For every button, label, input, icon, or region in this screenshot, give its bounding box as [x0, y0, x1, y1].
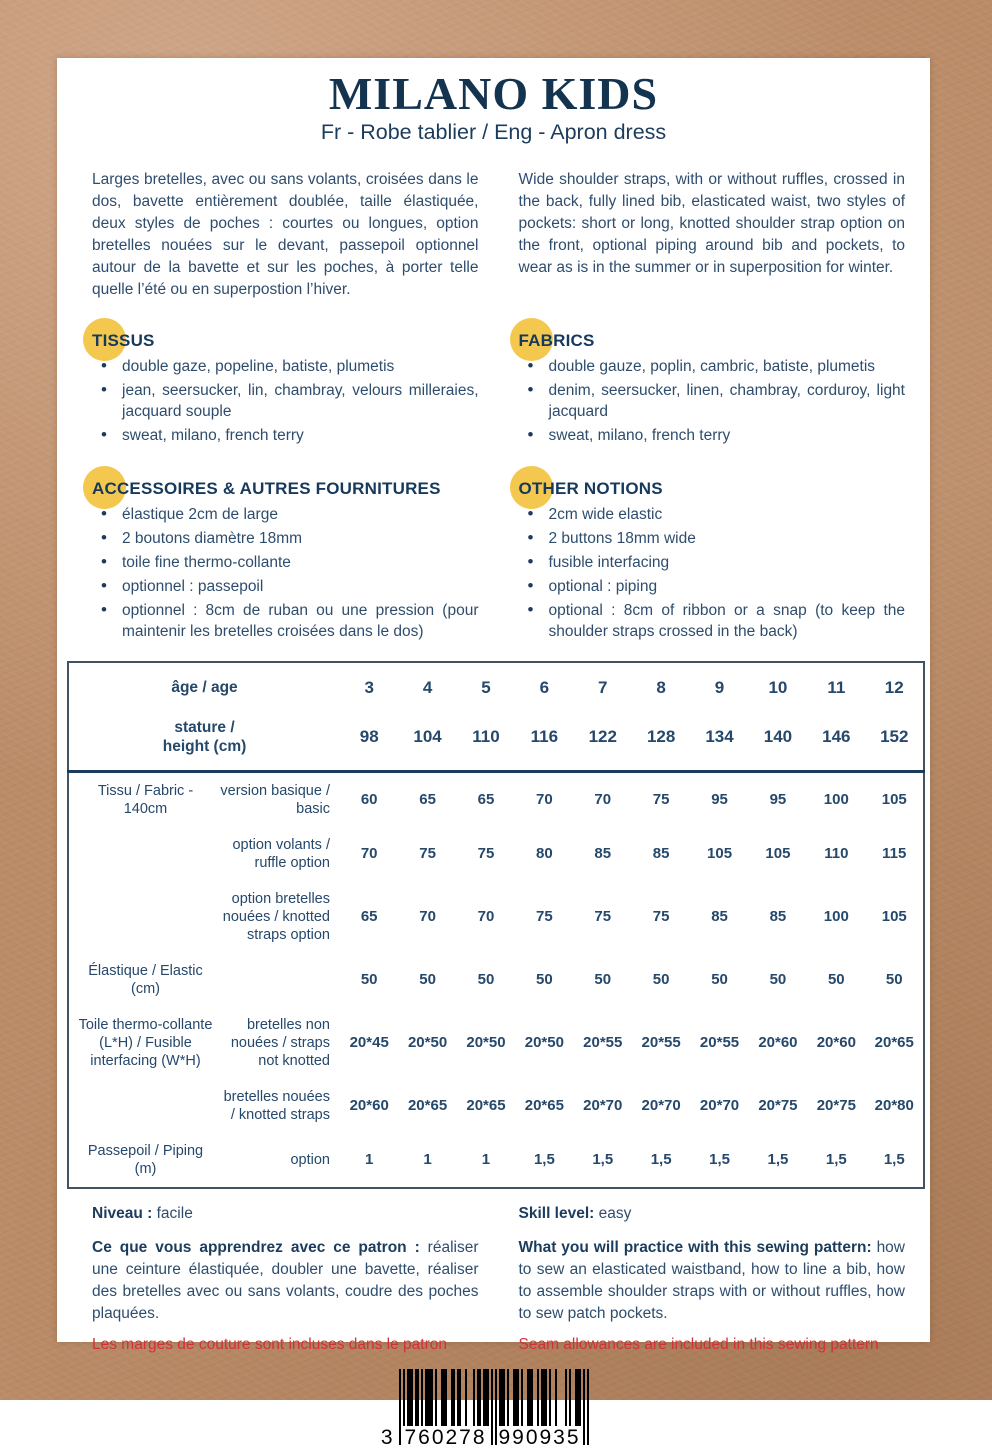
size-table-cell: 50: [536, 971, 553, 989]
size-table-cell: 6: [539, 677, 550, 697]
size-table-cell: Passepoil / Piping (m): [87, 1142, 204, 1177]
size-table-cell: 70: [419, 908, 436, 926]
size-table-cell: 75: [652, 791, 670, 809]
accessoires-list: [92, 504, 479, 642]
size-table-header-row: [68, 662, 924, 710]
tissus-list: [92, 356, 479, 446]
list-item: • sweat, milano, french terry: [92, 425, 479, 446]
size-table-cell: 1,5: [592, 1151, 614, 1169]
list-item: • optional : piping: [519, 576, 906, 597]
pattern-info-sheet: [57, 58, 930, 1449]
size-table-cell: 20*60: [349, 1097, 389, 1115]
size-table-row: [68, 1079, 924, 1133]
section-heading-label: TISSUS: [92, 330, 155, 350]
footer-row: [57, 1205, 930, 1355]
section-heading-notions: [519, 479, 663, 499]
size-table-cell: Tissu / Fabric - 140cm: [97, 782, 194, 817]
size-table-cell: 20*75: [758, 1097, 798, 1115]
size-table-cell: 50: [652, 971, 670, 989]
barcode-digit-group: 3: [380, 1425, 395, 1449]
list-item: • élastique 2cm de large: [92, 504, 479, 525]
size-table-cell: stature / height (cm): [68, 710, 340, 772]
size-table-header-row: [68, 710, 924, 772]
size-table-row: [68, 771, 924, 827]
size-table-cell: 140: [749, 710, 807, 772]
skill-level-value: easy: [598, 1204, 632, 1222]
size-table-cell: [68, 1079, 218, 1133]
seam-allowance-note-en: Seam allowances are included in this sewing pattern: [518, 1335, 879, 1353]
size-table-cell: 20*65: [524, 1097, 564, 1115]
list-item: • denim, seersucker, linen, chambray, corduroy, light jacquard: [519, 380, 906, 422]
section-heading-fabrics: [519, 331, 595, 351]
notions-list: [519, 504, 906, 642]
size-table-cell: 50: [885, 971, 903, 989]
section-tissus: [92, 315, 479, 449]
size-table-row: [68, 953, 924, 1007]
size-table-cell: 20*55: [583, 1034, 623, 1052]
intro-paragraph-en: Wide shoulder straps, with or without ruffles, crossed in the back, fully lined bib, elasticated waist, two styles of pockets: short or long, knotted shoulder strap option on the front, optional piping around bib and pockets, to wear as is in the summer or in superposition for winter.: [518, 170, 905, 276]
size-table-cell: option volants / ruffle option: [232, 836, 330, 871]
size-table-cell: 105: [707, 845, 733, 863]
size-table-cell: 5: [481, 677, 491, 697]
size-table-cell: 20*80: [874, 1097, 914, 1115]
section-heading-tissus: [92, 331, 155, 351]
list-item: • 2 buttons 18mm wide: [519, 528, 906, 549]
list-item: • double gaze, popeline, batiste, plumetis: [92, 356, 479, 377]
ean13-barcode: [380, 1369, 589, 1453]
size-table-cell: 75: [652, 908, 670, 926]
list-item: • jean, seersucker, lin, chambray, velours milleraies, jacquard souple: [92, 380, 479, 422]
size-table-cell: 110: [824, 845, 849, 863]
size-table-cell: 20*45: [349, 1034, 389, 1052]
size-table-cell: 134: [690, 710, 748, 772]
footer-en: [519, 1205, 906, 1355]
size-table: [67, 661, 925, 1189]
size-table-cell: 20*60: [816, 1034, 856, 1052]
skill-level-fr: [92, 1205, 479, 1223]
size-table-cell: 50: [827, 971, 845, 989]
skill-level-label: Skill level:: [518, 1204, 595, 1222]
size-table-cell: 70: [477, 908, 495, 926]
size-table-cell: 50: [594, 971, 612, 989]
size-table-cell: 98: [340, 710, 398, 772]
learn-paragraph-en: [519, 1237, 906, 1325]
size-table-cell: 10: [768, 677, 788, 697]
size-table-cell: 20*50: [407, 1034, 448, 1052]
list-item: • 2cm wide elastic: [519, 504, 906, 525]
size-table-cell: 20*65: [407, 1097, 448, 1115]
size-table-cell: 75: [419, 845, 436, 863]
size-table-cell: 20*60: [758, 1034, 798, 1052]
page-subtitle: Fr - Robe tablier / Eng - Apron dress: [320, 119, 667, 144]
barcode-digit-group: 990935: [498, 1425, 581, 1449]
size-table-cell: 9: [714, 677, 725, 697]
size-table-cell: [68, 827, 218, 881]
size-table-row: [68, 1133, 924, 1188]
size-table-cell: 1,5: [709, 1151, 730, 1169]
size-table-cell: 80: [536, 845, 553, 863]
size-table-cell: 50: [769, 971, 787, 989]
size-table-cell: 95: [769, 791, 787, 809]
size-table-cell: 7: [598, 677, 608, 697]
size-table-cell: Élastique / Elastic (cm): [88, 962, 203, 997]
learn-label: Ce que vous apprendrez avec ce patron :: [92, 1238, 420, 1256]
size-table-cell: 8: [656, 677, 666, 697]
size-table-cell: 105: [765, 845, 791, 863]
size-table-cell: 60: [360, 791, 378, 809]
size-table-row: [68, 1007, 924, 1079]
size-table-cell: version basique / basic: [220, 782, 330, 817]
size-table-cell: âge / age: [171, 679, 238, 697]
size-table-cell: 4: [422, 677, 433, 697]
size-table-cell: 115: [882, 845, 907, 863]
learn-label: What you will practice with this sewing pattern:: [518, 1238, 872, 1256]
size-table-cell: 3: [364, 677, 374, 697]
size-table-cell: 105: [881, 791, 907, 809]
size-table-row: [68, 881, 924, 953]
size-table-cell: 20*50: [466, 1034, 506, 1052]
barcode-digit-group: 760278: [404, 1425, 487, 1449]
size-table-cell: 65: [477, 791, 495, 809]
notions-row: [57, 463, 930, 645]
section-heading-label: OTHER NOTIONS: [518, 478, 663, 498]
size-table-cell: 50: [711, 971, 728, 989]
section-accessoires: [92, 463, 479, 645]
intro-paragraph-fr: Larges bretelles, avec ou sans volants, croisées dans le dos, bavette entièrement doublée, taille élastiquée, deux styles de poches : courtes ou longues, option bretelles nouées sur le devant, passepoil optionnel autour de la bavette et sur les poches, à porter telle quelle l’été ou en superpostion l’hiver.: [92, 170, 479, 298]
size-table-cell: bretelles nouées / knotted straps: [223, 1088, 330, 1123]
size-table-cell: 100: [823, 908, 849, 926]
size-table-cell: 128: [632, 710, 690, 772]
size-table-cell: 12: [884, 677, 904, 697]
size-table-cell: 70: [360, 845, 378, 863]
size-table-cell: option bretelles nouées / knotted straps option: [222, 890, 330, 943]
size-table-cell: 105: [881, 908, 907, 926]
size-table-cell: 146: [807, 710, 865, 772]
size-table-cell: 20*55: [699, 1034, 740, 1052]
size-table-cell: [218, 953, 340, 1007]
fabrics-row: [57, 315, 930, 449]
size-table-cell: 20*50: [524, 1034, 564, 1052]
size-table-cell: 50: [477, 971, 495, 989]
size-table-cell: 20*55: [641, 1034, 681, 1052]
size-table-cell: 1,5: [533, 1151, 555, 1169]
size-table-cell: 1,5: [825, 1151, 847, 1169]
size-table-cell: 65: [419, 791, 436, 809]
fabrics-list: [519, 356, 906, 446]
size-table-cell: 20*70: [699, 1097, 740, 1115]
size-table-cell: 152: [866, 710, 924, 772]
size-table-cell: 116: [515, 710, 573, 772]
size-table-cell: 50: [419, 971, 436, 989]
size-table-cell: 20*65: [466, 1097, 506, 1115]
section-heading-label: FABRICS: [518, 330, 595, 350]
list-item: • 2 boutons diamètre 18mm: [92, 528, 479, 549]
list-item: • optionnel : 8cm de ruban ou une pression (pour maintenir les bretelles croisées dans le dos): [92, 600, 479, 642]
learn-text: how to sew an elasticated waistband, how to line a bib, how to assemble shoulder straps with or without ruffles, how to sew patch pockets.: [518, 1238, 905, 1322]
size-table-cell: 20*75: [816, 1097, 856, 1115]
size-table-cell: 50: [360, 971, 378, 989]
skill-level-value: facile: [156, 1204, 193, 1222]
size-table-cell: 11: [827, 677, 846, 697]
size-table-cell: 20*70: [583, 1097, 623, 1115]
size-table-cell: 75: [536, 908, 553, 926]
size-table-cell: 85: [711, 908, 728, 926]
size-table-cell: 110: [457, 710, 515, 772]
section-notions: [519, 463, 906, 645]
size-table-cell: option: [290, 1151, 330, 1168]
page-title: MILANO KIDS: [328, 68, 659, 119]
size-table-cell: 1: [365, 1151, 374, 1169]
header: [57, 58, 930, 145]
seam-allowance-note-fr: Les marges de couture sont incluses dans le patron: [92, 1335, 447, 1353]
size-table-cell: 1: [481, 1151, 491, 1169]
size-table-cell: 85: [652, 845, 670, 863]
size-table-cell: 1: [423, 1151, 432, 1169]
learn-text: réaliser une ceinture élastiquée, doubler une bavette, réaliser des bretelles avec ou sans volants, coudre des poches plaquées.: [92, 1238, 479, 1322]
size-table-cell: 1,5: [650, 1151, 672, 1169]
size-table-cell: 100: [823, 791, 849, 809]
size-table-cell: 95: [711, 791, 728, 809]
size-table-cell: 104: [398, 710, 456, 772]
size-table-cell: 85: [594, 845, 612, 863]
list-item: • toile fine thermo-collante: [92, 552, 479, 573]
size-table-cell: Toile thermo-collante (L*H) / Fusible interfacing (W*H): [78, 1016, 213, 1069]
size-table-cell: 65: [360, 908, 378, 926]
size-table-cell: 1,5: [883, 1151, 905, 1169]
size-table-cell: 85: [769, 908, 787, 926]
barcode-module: [587, 1369, 589, 1445]
size-table-row: [68, 827, 924, 881]
section-heading-accessoires: [92, 479, 441, 499]
intro-row: [57, 169, 930, 301]
learn-paragraph-fr: [92, 1237, 479, 1325]
list-item: • optionnel : passepoil: [92, 576, 479, 597]
size-table-cell: 1,5: [767, 1151, 789, 1169]
list-item: • sweat, milano, french terry: [519, 425, 906, 446]
size-table-cell: bretelles non nouées / straps not knotted: [230, 1016, 330, 1069]
skill-level-en: [519, 1205, 906, 1223]
size-table-cell: 70: [536, 791, 553, 809]
size-table-cell: 70: [594, 791, 612, 809]
size-table-cell: 75: [477, 845, 495, 863]
skill-level-label: Niveau :: [92, 1204, 153, 1222]
section-fabrics: [519, 315, 906, 449]
list-item: • fusible interfacing: [519, 552, 906, 573]
size-table-cell: 20*65: [874, 1034, 914, 1052]
section-heading-label: ACCESSOIRES & AUTRES FOURNITURES: [92, 478, 441, 498]
list-item: • double gauze, poplin, cambric, batiste, plumetis: [519, 356, 906, 377]
size-table-cell: 122: [574, 710, 632, 772]
size-table-cell: 75: [594, 908, 612, 926]
footer-fr: [92, 1205, 479, 1355]
size-table-cell: 20*70: [641, 1097, 681, 1115]
size-table-cell: [68, 881, 218, 953]
list-item: • optional : 8cm of ribbon or a snap (to keep the shoulder straps crossed in the back): [519, 600, 906, 642]
